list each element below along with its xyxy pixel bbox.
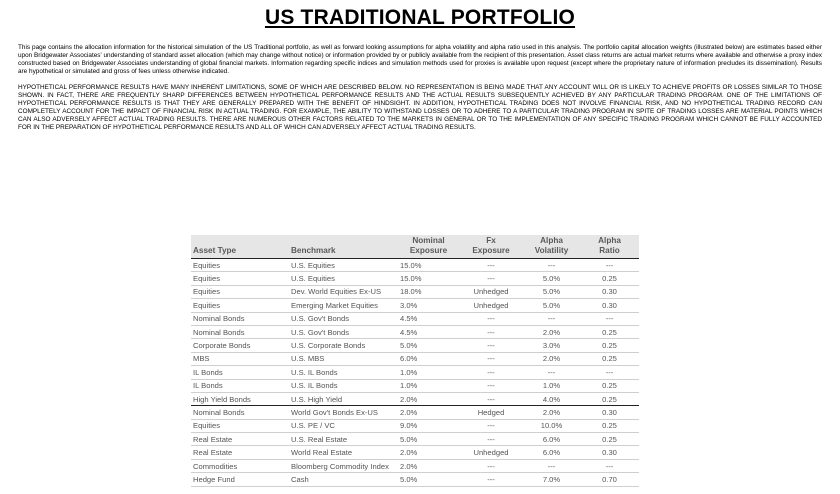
cell-fx-exposure: --- <box>459 272 523 285</box>
cell-fx-exposure: --- <box>459 259 523 272</box>
cell-nominal-exposure: 15.0% <box>398 259 459 272</box>
table-row <box>191 339 639 352</box>
cell-benchmark: Dev. World Equities Ex-US <box>289 285 398 298</box>
table-header-row <box>191 235 639 259</box>
header-text: Exposure <box>472 246 510 255</box>
cell-nominal-exposure: 1.0% <box>398 366 459 379</box>
header-nominal-exposure <box>398 235 459 259</box>
cell-nominal-exposure: 2.0% <box>398 406 459 419</box>
cell-alpha-volatility: --- <box>523 312 580 325</box>
cell-alpha-volatility: --- <box>523 366 580 379</box>
header-text: Exposure <box>409 246 448 255</box>
header-text: Alpha <box>598 236 621 245</box>
cell-alpha-ratio: 0.25 <box>580 325 639 338</box>
cell-alpha-ratio: --- <box>580 259 639 272</box>
cell-alpha-ratio: 0.30 <box>580 285 639 298</box>
cell-asset-type: High Yield Bonds <box>191 392 289 405</box>
cell-alpha-volatility: 6.0% <box>523 446 580 459</box>
cell-asset-type: Nominal Bonds <box>191 325 289 338</box>
cell-nominal-exposure: 1.0% <box>398 379 459 392</box>
cell-asset-type: Equities <box>191 272 289 285</box>
cell-fx-exposure: Hedged <box>459 406 523 419</box>
cell-alpha-volatility: 2.0% <box>523 406 580 419</box>
header-fx-exposure <box>459 235 523 259</box>
cell-asset-type: Equities <box>191 419 289 432</box>
cell-nominal-exposure: 4.5% <box>398 325 459 338</box>
table-row <box>191 259 639 272</box>
cell-alpha-ratio: 0.25 <box>580 379 639 392</box>
cell-benchmark: Cash <box>289 473 398 486</box>
cell-alpha-volatility: 5.0% <box>523 285 580 298</box>
cell-fx-exposure: Unhedged <box>459 285 523 298</box>
cell-alpha-ratio: --- <box>580 312 639 325</box>
table-row <box>191 406 639 419</box>
table-row <box>191 392 639 405</box>
cell-fx-exposure: --- <box>459 339 523 352</box>
cell-nominal-exposure: 9.0% <box>398 419 459 432</box>
cell-fx-exposure: Unhedged <box>459 446 523 459</box>
cell-fx-exposure: --- <box>459 379 523 392</box>
cell-asset-type: Equities <box>191 285 289 298</box>
cell-alpha-ratio: 0.25 <box>580 352 639 365</box>
cell-nominal-exposure: 5.0% <box>398 433 459 446</box>
cell-alpha-ratio: 0.30 <box>580 299 639 312</box>
table-row <box>191 459 639 472</box>
cell-benchmark: World Gov't Bonds Ex-US <box>289 406 398 419</box>
table-row <box>191 312 639 325</box>
table-row <box>191 325 639 338</box>
cell-alpha-ratio: 0.30 <box>580 406 639 419</box>
cell-nominal-exposure: 2.0% <box>398 459 459 472</box>
cell-alpha-ratio: 0.25 <box>580 419 639 432</box>
header-text: Nominal <box>412 236 445 245</box>
cell-benchmark: U.S. IL Bonds <box>289 366 398 379</box>
cell-fx-exposure: --- <box>459 459 523 472</box>
cell-fx-exposure: --- <box>459 419 523 432</box>
cell-benchmark: U.S. Corporate Bonds <box>289 339 398 352</box>
cell-nominal-exposure: 5.0% <box>398 339 459 352</box>
cell-alpha-volatility: 4.0% <box>523 392 580 405</box>
cell-alpha-ratio: 0.30 <box>580 446 639 459</box>
cell-asset-type: IL Bonds <box>191 366 289 379</box>
cell-benchmark: U.S. Gov't Bonds <box>289 312 398 325</box>
cell-asset-type: Nominal Bonds <box>191 406 289 419</box>
cell-nominal-exposure: 2.0% <box>398 392 459 405</box>
cell-fx-exposure: --- <box>459 473 523 486</box>
cell-alpha-ratio: --- <box>580 366 639 379</box>
table-row <box>191 352 639 365</box>
cell-asset-type: Equities <box>191 259 289 272</box>
intro-paragraph: This page contains the allocation information for the historical simulation of the US Traditional portfolio, as well as forward looking assumptions for alpha volatility and alpha ratio used in this analysis. The portfolio capital allocation weights (illustrated below) are estimates based either upon Bridgewater Associates' understanding of standard asset allocation (which may change without notice) or information provided by or publicly available from the recipient of this presentation. Asset class returns are actual market returns where available and otherwise a proxy index constructed based on Bridgewater Associates understanding of global financial markets. Information regarding specific indices and simulation methods used for proxies is available upon request (except where the proprietary nature of information precludes its dissemination). Results are hypothetical or simulated and gross of fees unless otherwise indicated. <box>18 44 822 76</box>
cell-asset-type: MBS <box>191 352 289 365</box>
disclaimer-paragraph: HYPOTHETICAL PERFORMANCE RESULTS HAVE MANY INHERENT LIMITATIONS, SOME OF WHICH ARE DESCRIBED BELOW. NO REPRESENTATION IS BEING MADE THAT ANY ACCOUNT WILL OR IS LIKELY TO ACHIEVE PROFITS OR LOSSES SIMILAR TO THOSE SHOWN. IN FACT, THERE ARE FREQUENTLY SHARP DIFFERENCES BETWEEN HYPOTHETICAL PERFORMANCE RESULTS AND THE ACTUAL RESULTS SUBSEQUENTLY ACHIEVED BY ANY PARTICULAR TRADING PROGRAM. ONE OF THE LIMITATIONS OF HYPOTHETICAL PERFORMANCE RESULTS IS THAT THEY ARE GENERALLY PREPARED WITH THE BENEFIT OF HINDSIGHT. IN ADDITION, HYPOTHETICAL TRADING DOES NOT INVOLVE FINANCIAL RISK, AND NO HYPOTHETICAL TRADING RECORD CAN COMPLETELY ACCOUNT FOR THE IMPACT OF FINANCIAL RISK IN ACTUAL TRADING. FOR EXAMPLE, THE ABILITY TO WITHSTAND LOSSES OR TO ADHERE TO A PARTICULAR TRADING PROGRAM IN SPITE OF TRADING LOSSES ARE MATERIAL POINTS WHICH CAN ALSO ADVERSELY AFFECT ACTUAL TRADING RESULTS. THERE ARE NUMEROUS OTHER FACTORS RELATED TO THE MARKETS IN GENERAL OR TO THE IMPLEMENTATION OF ANY SPECIFIC TRADING PROGRAM WHICH CANNOT BE FULLY ACCOUNTED FOR IN THE PREPARATION OF HYPOTHETICAL PERFORMANCE RESULTS AND ALL OF WHICH CAN ADVERSELY AFFECT ACTUAL TRADING RESULTS. <box>18 84 822 132</box>
cell-benchmark: U.S. PE / VC <box>289 419 398 432</box>
table-row <box>191 433 639 446</box>
cell-benchmark: U.S. Real Estate <box>289 433 398 446</box>
table-row <box>191 419 639 432</box>
cell-alpha-ratio: 0.25 <box>580 272 639 285</box>
cell-alpha-volatility: 5.0% <box>523 299 580 312</box>
cell-fx-exposure: --- <box>459 312 523 325</box>
cell-benchmark: U.S. Equities <box>289 272 398 285</box>
cell-fx-exposure: --- <box>459 325 523 338</box>
cell-asset-type: Corporate Bonds <box>191 339 289 352</box>
cell-benchmark: Bloomberg Commodity Index <box>289 459 398 472</box>
cell-alpha-ratio: 0.25 <box>580 339 639 352</box>
table-row <box>191 272 639 285</box>
cell-nominal-exposure: 18.0% <box>398 285 459 298</box>
cell-alpha-volatility: 7.0% <box>523 473 580 486</box>
table-row <box>191 379 639 392</box>
cell-benchmark: U.S. Gov't Bonds <box>289 325 398 338</box>
table-row <box>191 446 639 459</box>
cell-alpha-volatility: 5.0% <box>523 272 580 285</box>
table-row <box>191 366 639 379</box>
cell-alpha-volatility: --- <box>523 259 580 272</box>
page-title: US TRADITIONAL PORTFOLIO <box>264 6 576 29</box>
cell-nominal-exposure: 15.0% <box>398 272 459 285</box>
header-text: Alpha <box>540 236 563 245</box>
cell-fx-exposure: Unhedged <box>459 299 523 312</box>
cell-alpha-volatility: 10.0% <box>523 419 580 432</box>
cell-fx-exposure: --- <box>459 352 523 365</box>
cell-benchmark: World Real Estate <box>289 446 398 459</box>
cell-alpha-volatility: --- <box>523 459 580 472</box>
cell-fx-exposure: --- <box>459 366 523 379</box>
cell-benchmark: U.S. High Yield <box>289 392 398 405</box>
table-row <box>191 473 639 486</box>
cell-benchmark: Emerging Market Equities <box>289 299 398 312</box>
allocation-table-container <box>191 235 639 487</box>
cell-alpha-volatility: 3.0% <box>523 339 580 352</box>
cell-asset-type: Real Estate <box>191 446 289 459</box>
cell-alpha-ratio: 0.25 <box>580 433 639 446</box>
cell-asset-type: Commodities <box>191 459 289 472</box>
cell-nominal-exposure: 3.0% <box>398 299 459 312</box>
header-text: Fx <box>486 236 496 245</box>
cell-benchmark: U.S. MBS <box>289 352 398 365</box>
header-asset-type: Asset Type <box>191 235 289 259</box>
cell-alpha-volatility: 6.0% <box>523 433 580 446</box>
table-row <box>191 299 639 312</box>
cell-benchmark: U.S. IL Bonds <box>289 379 398 392</box>
cell-asset-type: Equities <box>191 299 289 312</box>
cell-asset-type: Real Estate <box>191 433 289 446</box>
allocation-table <box>191 235 639 487</box>
cell-fx-exposure: --- <box>459 392 523 405</box>
cell-benchmark: U.S. Equities <box>289 259 398 272</box>
table-row <box>191 285 639 298</box>
header-text: Volatility <box>534 246 569 255</box>
cell-alpha-ratio: --- <box>580 459 639 472</box>
cell-nominal-exposure: 5.0% <box>398 473 459 486</box>
cell-nominal-exposure: 6.0% <box>398 352 459 365</box>
cell-asset-type: Hedge Fund <box>191 473 289 486</box>
cell-asset-type: IL Bonds <box>191 379 289 392</box>
cell-fx-exposure: --- <box>459 433 523 446</box>
header-alpha-volatility <box>523 235 580 259</box>
cell-alpha-volatility: 2.0% <box>523 325 580 338</box>
header-text: Ratio <box>599 246 620 255</box>
header-alpha-ratio <box>580 235 639 259</box>
cell-alpha-volatility: 2.0% <box>523 352 580 365</box>
cell-asset-type: Nominal Bonds <box>191 312 289 325</box>
cell-alpha-volatility: 1.0% <box>523 379 580 392</box>
cell-nominal-exposure: 4.5% <box>398 312 459 325</box>
cell-alpha-ratio: 0.70 <box>580 473 639 486</box>
header-benchmark: Benchmark <box>289 235 398 259</box>
cell-nominal-exposure: 2.0% <box>398 446 459 459</box>
cell-alpha-ratio: 0.25 <box>580 392 639 405</box>
